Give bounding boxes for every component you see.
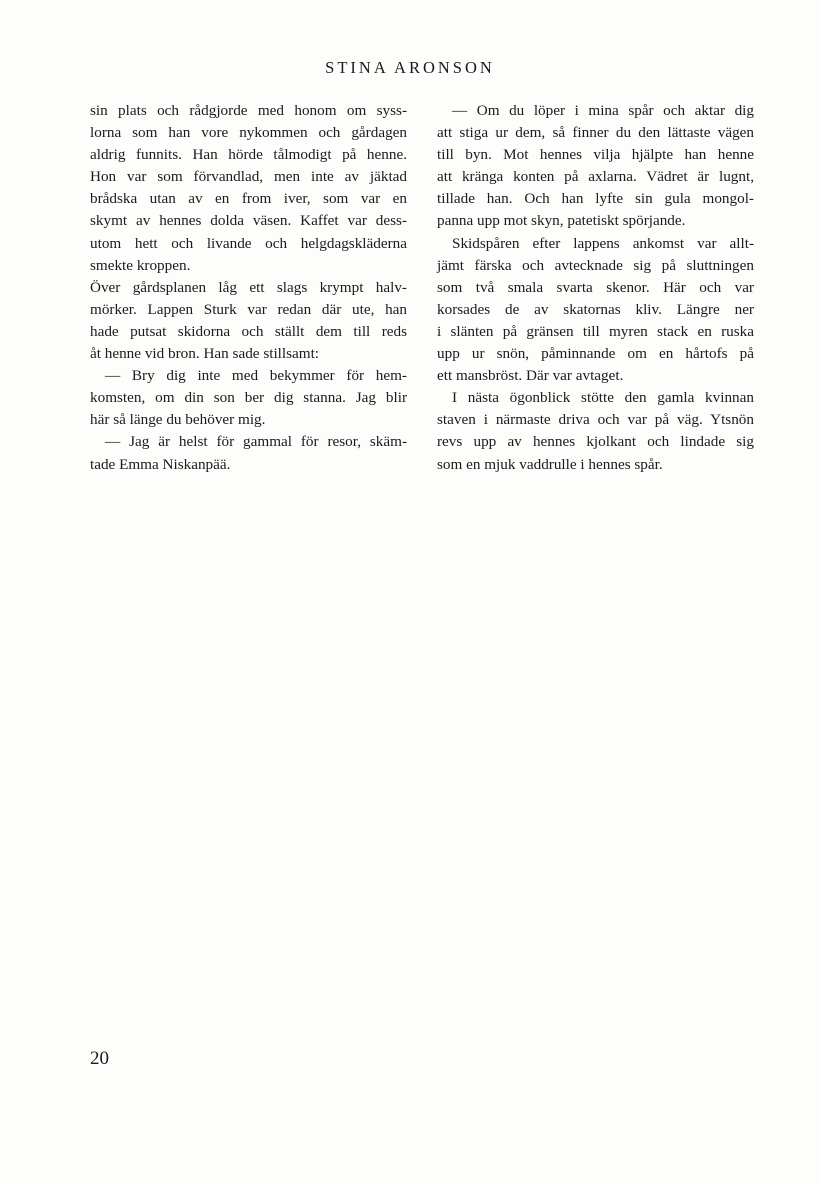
page-number: 20 bbox=[90, 1048, 109, 1069]
text-line: mörker. Lappen Sturk var redan där ute, han bbox=[90, 300, 407, 318]
text-line: korsades de av skatornas kliv. Längre ner bbox=[437, 300, 754, 318]
text-line: tillade han. Och han lyfte sin gula mongol- bbox=[437, 190, 754, 208]
text-line: upp ur snön, påminnande om en hårtofs på bbox=[437, 345, 754, 363]
text-line: smekte kroppen. bbox=[90, 256, 191, 274]
text-line: — Bry dig inte med bekymmer för hem- bbox=[105, 367, 407, 385]
text-line: utom hett och livande och helgdagskläderna bbox=[90, 234, 407, 252]
text-line: ett mansbröst. Där var avtaget. bbox=[437, 367, 624, 385]
text-line: aldrig funnits. Han hörde tålmodigt på henne. bbox=[90, 146, 407, 164]
text-line: I nästa ögonblick stötte den gamla kvinnan bbox=[452, 389, 754, 407]
text-line: brådska utan av en from iver, som var en bbox=[90, 190, 407, 208]
left-text-column bbox=[90, 100, 407, 476]
text-line: skymt av hennes dolda väsen. Kaffet var dess- bbox=[90, 212, 407, 230]
text-line: som två smala svarta skenor. Här och var bbox=[437, 278, 754, 296]
text-line: åt henne vid bron. Han sade stillsamt: bbox=[90, 345, 320, 363]
text-line: sin plats och rådgjorde med honom om syss- bbox=[90, 102, 407, 119]
text-line: tade Emma Niskanpää. bbox=[90, 455, 231, 473]
text-line: i slänten på gränsen till myren stack en ruska bbox=[437, 322, 754, 340]
text-line: här så länge du behöver mig. bbox=[90, 411, 266, 429]
text-line: — Om du löper i mina spår och aktar dig bbox=[452, 102, 754, 119]
text-line: jämt färska och avtecknade sig på sluttningen bbox=[437, 256, 754, 274]
text-line: att kränga konten på axlarna. Vädret är lugnt, bbox=[437, 168, 754, 186]
right-text-column bbox=[437, 100, 754, 476]
text-line: som en mjuk vaddrulle i hennes spår. bbox=[437, 455, 663, 473]
text-line: Över gårdsplanen låg ett slags krympt halv- bbox=[90, 278, 407, 296]
text-line: komsten, om din son ber dig stanna. Jag blir bbox=[90, 389, 407, 407]
text-line: revs upp av hennes kjolkant och lindade sig bbox=[437, 433, 754, 451]
text-line: till byn. Mot hennes vilja hjälpte han henne bbox=[437, 146, 754, 164]
text-line: staven i närmaste driva och var på väg. Ytsnön bbox=[437, 411, 754, 429]
text-line: Hon var som förvandlad, men inte av jäktad bbox=[90, 168, 407, 186]
text-line: lorna som han vore nykommen och gårdagen bbox=[90, 124, 407, 142]
text-line: hade putsat skidorna och ställt dem till reds bbox=[90, 322, 407, 340]
running-head: STINA ARONSON bbox=[325, 58, 495, 77]
text-line: — Jag är helst för gammal för resor, skäm- bbox=[105, 433, 407, 451]
text-line: att stiga ur dem, så finner du den lättaste vägen bbox=[437, 124, 754, 142]
text-line: Skidspåren efter lappens ankomst var allt- bbox=[452, 234, 754, 252]
text-line: panna upp mot skyn, patetiskt spörjande. bbox=[437, 212, 686, 230]
